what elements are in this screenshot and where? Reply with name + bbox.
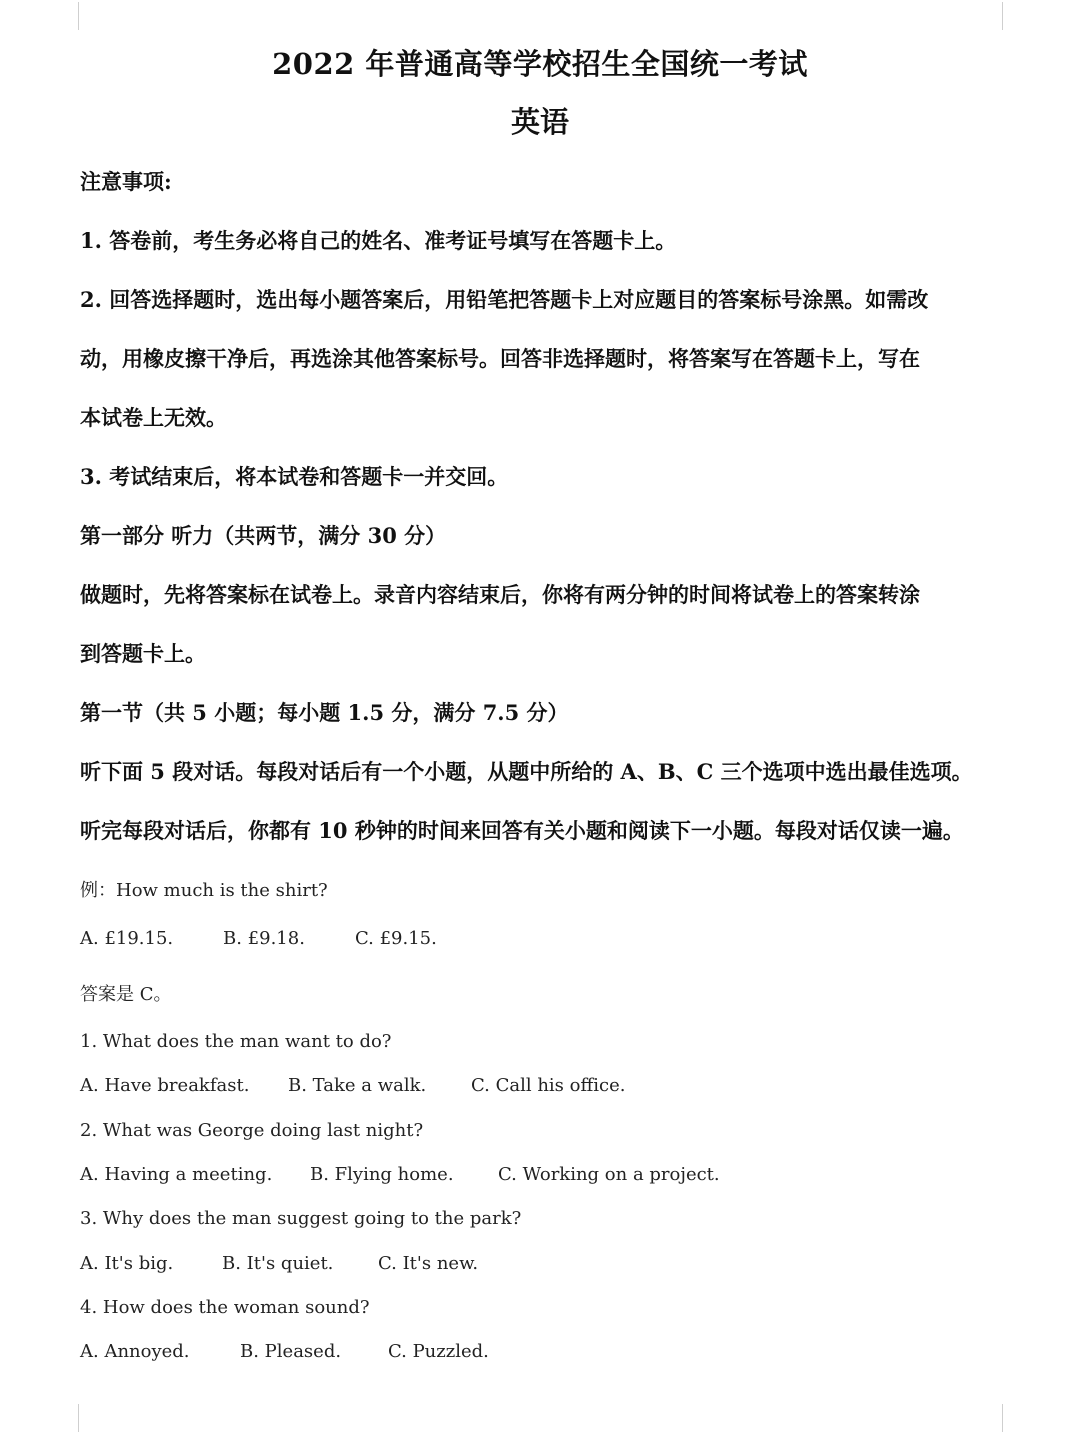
part1-heading: 第一部分 听力（共两节，满分 30 分） bbox=[80, 523, 447, 548]
question-2-option-a: A. Having a meeting. bbox=[80, 1164, 273, 1185]
question-4: 4. How does the woman sound? bbox=[80, 1297, 370, 1318]
crop-mark bbox=[1002, 1404, 1031, 1432]
question-3: 3. Why does the man suggest going to the park? bbox=[80, 1208, 522, 1229]
question-1-option-a: A. Have breakfast. bbox=[80, 1075, 250, 1096]
notice-item-2-line-3: 本试卷上无效。 bbox=[80, 405, 227, 430]
question-4-option-a: A. Annoyed. bbox=[80, 1341, 190, 1362]
question-3-option-a: A. It's big. bbox=[80, 1253, 174, 1274]
section1-instruction-line-2: 听完每段对话后，你都有 10 秒钟的时间来回答有关小题和阅读下一小题。每段对话仅读一遍。 bbox=[80, 818, 964, 843]
notice-heading: 注意事项: bbox=[80, 169, 172, 194]
question-3-option-b: B. It's quiet. bbox=[222, 1253, 334, 1274]
section1-instruction-line-1: 听下面 5 段对话。每段对话后有一个小题，从题中所给的 A、B、C 三个选项中选出最佳选项。 bbox=[80, 759, 973, 784]
notice-item-3: 3. 考试结束后，将本试卷和答题卡一并交回。 bbox=[80, 464, 509, 489]
notice-item-2-line-2: 动，用橡皮擦干净后，再选涂其他答案标号。回答非选择题时，将答案写在答题卡上，写在 bbox=[80, 346, 920, 371]
subject-title: 英语 bbox=[510, 105, 569, 139]
example-option-c: C. £9.15. bbox=[355, 928, 437, 949]
question-1-option-c: C. Call his office. bbox=[471, 1075, 626, 1096]
example-option-a: A. £19.15. bbox=[80, 928, 174, 949]
question-2: 2. What was George doing last night? bbox=[80, 1120, 424, 1141]
section1-heading: 第一节（共 5 小题；每小题 1.5 分，满分 7.5 分） bbox=[80, 700, 569, 725]
crop-mark bbox=[50, 2, 79, 30]
crop-mark bbox=[50, 1404, 79, 1432]
question-1: 1. What does the man want to do? bbox=[80, 1031, 392, 1052]
question-1-option-b: B. Take a walk. bbox=[288, 1075, 427, 1096]
question-3-option-c: C. It's new. bbox=[378, 1253, 479, 1274]
notice-item-1: 1. 答卷前，考生务必将自己的姓名、准考证号填写在答题卡上。 bbox=[80, 228, 677, 253]
part1-instruction-line-2: 到答题卡上。 bbox=[80, 641, 206, 666]
notice-item-2-line-1: 2. 回答选择题时，选出每小题答案后，用铅笔把答题卡上对应题目的答案标号涂黑。如需改 bbox=[80, 287, 929, 312]
example-option-b: B. £9.18. bbox=[223, 928, 305, 949]
exam-title: 2022 年普通高等学校招生全国统一考试 bbox=[272, 47, 808, 81]
question-4-option-b: B. Pleased. bbox=[240, 1341, 342, 1362]
example-question: 例：How much is the shirt? bbox=[80, 880, 328, 901]
question-2-option-b: B. Flying home. bbox=[310, 1164, 454, 1185]
crop-mark bbox=[1002, 2, 1031, 30]
part1-instruction-line-1: 做题时，先将答案标在试卷上。录音内容结束后，你将有两分钟的时间将试卷上的答案转涂 bbox=[80, 582, 920, 607]
question-4-option-c: C. Puzzled. bbox=[388, 1341, 489, 1362]
example-answer: 答案是 C。 bbox=[80, 984, 172, 1005]
question-2-option-c: C. Working on a project. bbox=[498, 1164, 720, 1185]
